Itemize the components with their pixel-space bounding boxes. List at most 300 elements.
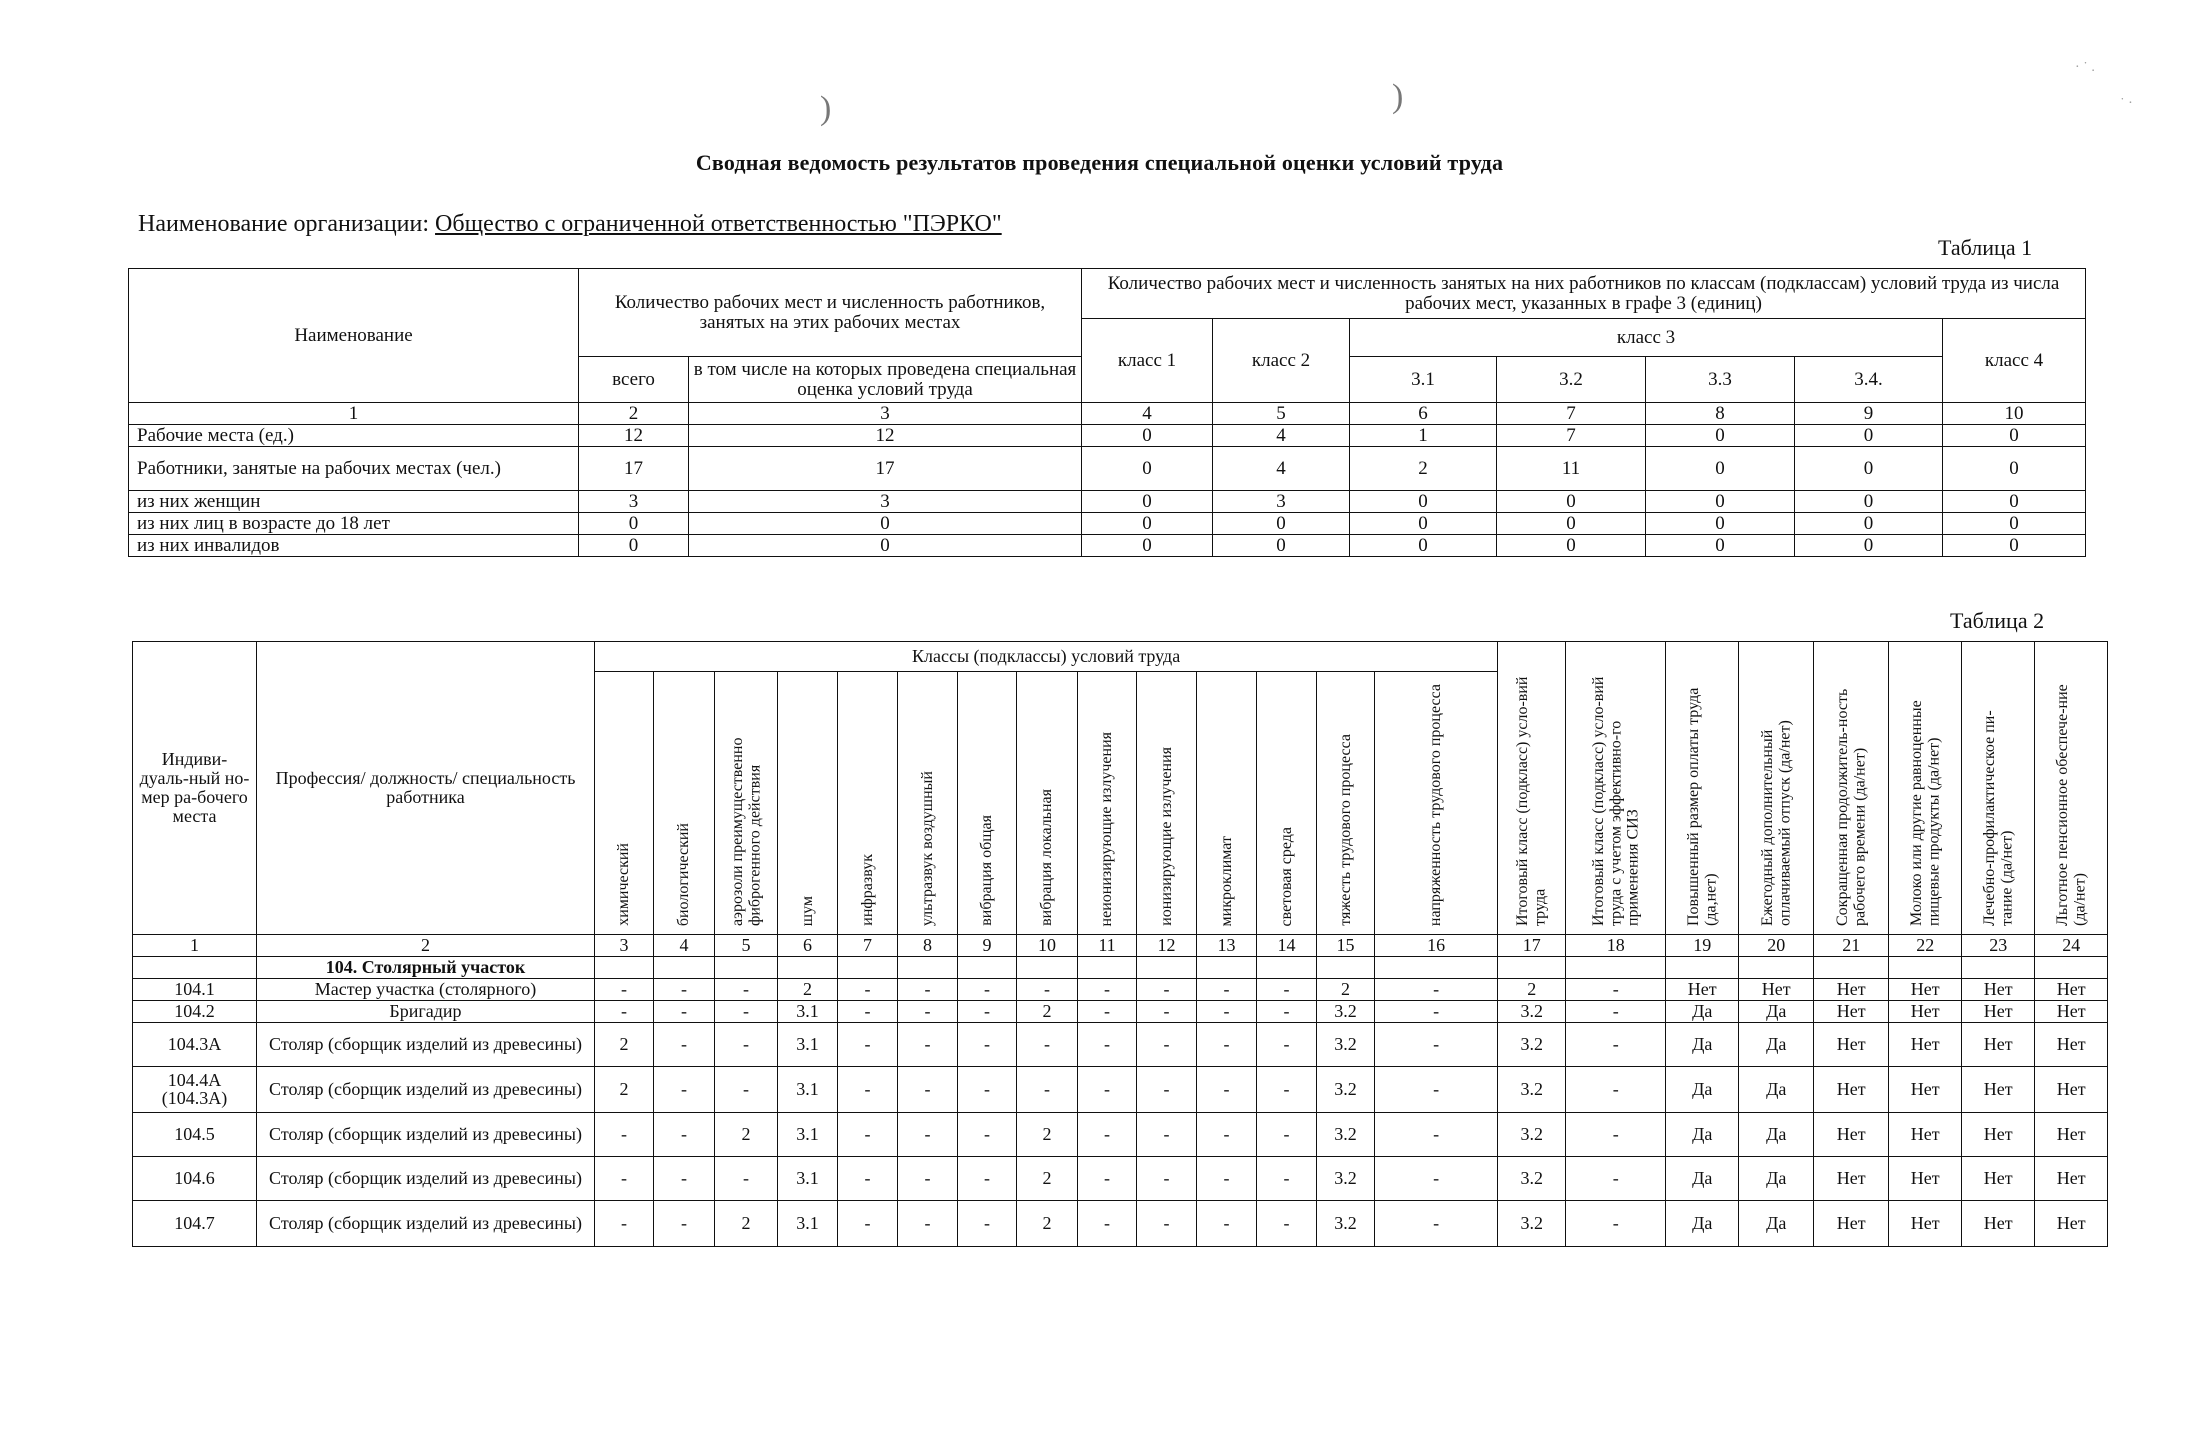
cell-value: Да	[1739, 1000, 1814, 1022]
column-number: 23	[1962, 934, 2035, 956]
cell-value: 0	[1350, 535, 1497, 557]
column-number: 22	[1889, 934, 1962, 956]
cell-value: -	[838, 1112, 898, 1156]
empty-cell	[1197, 956, 1257, 978]
organization-label: Наименование организации:	[138, 211, 430, 237]
section-row	[133, 956, 2108, 978]
empty-cell	[133, 956, 257, 978]
empty-cell	[898, 956, 958, 978]
cell-value: -	[898, 1000, 958, 1022]
cell-value: 3.1	[778, 1156, 838, 1200]
cell-value: Нет	[1889, 1156, 1962, 1200]
empty-cell	[958, 956, 1017, 978]
workplace-id: 104.6	[133, 1156, 257, 1200]
cell-value: Нет	[1889, 1200, 1962, 1246]
header-extra: Ежегодный дополнительный оплачиваемый отпуск (да/нет)	[1739, 642, 1814, 935]
cell-value: 3.2	[1317, 1000, 1375, 1022]
column-number-row	[133, 934, 2108, 956]
cell-value: 2	[715, 1200, 778, 1246]
cell-value: 3.2	[1317, 1022, 1375, 1066]
empty-cell	[1666, 956, 1739, 978]
cell-value: -	[654, 1156, 715, 1200]
cell-value: -	[1137, 1112, 1197, 1156]
cell-value: -	[1257, 1066, 1317, 1112]
column-number: 4	[1082, 403, 1213, 425]
cell-value: -	[654, 978, 715, 1000]
cell-value: -	[898, 1066, 958, 1112]
cell-value: -	[898, 1156, 958, 1200]
cell-value: Да	[1666, 1000, 1739, 1022]
cell-value: 0	[1082, 447, 1213, 491]
cell-value: 0	[1213, 535, 1350, 557]
cell-value: 3.2	[1498, 1022, 1566, 1066]
cell-value: Нет	[1814, 1200, 1889, 1246]
cell-value: -	[838, 1066, 898, 1112]
workplace-id: 104.5	[133, 1112, 257, 1156]
empty-cell	[1962, 956, 2035, 978]
cell-value: 0	[1350, 491, 1497, 513]
row-label: из них женщин	[129, 491, 579, 513]
cell-value: -	[1137, 978, 1197, 1000]
cell-value: -	[1137, 1022, 1197, 1066]
cell-value: -	[1078, 1066, 1137, 1112]
cell-value: -	[898, 1022, 958, 1066]
cell-value: 0	[579, 513, 689, 535]
cell-value: Нет	[1889, 978, 1962, 1000]
cell-value: Да	[1739, 1200, 1814, 1246]
row-label: Рабочие места (ед.)	[129, 425, 579, 447]
column-number: 20	[1739, 934, 1814, 956]
cell-value: Нет	[1962, 1200, 2035, 1246]
column-number: 7	[1497, 403, 1646, 425]
cell-value: -	[1566, 1112, 1666, 1156]
cell-value: 7	[1497, 425, 1646, 447]
cell-value: Нет	[1814, 1066, 1889, 1112]
cell-value: -	[838, 1200, 898, 1246]
cell-value: -	[1137, 1156, 1197, 1200]
cell-value: -	[1257, 1112, 1317, 1156]
header-class2: класс 2	[1213, 319, 1350, 403]
header-factor: ультразвук воздушный	[898, 672, 958, 935]
cell-value: -	[1257, 1022, 1317, 1066]
cell-value: -	[958, 1112, 1017, 1156]
column-number: 7	[838, 934, 898, 956]
cell-value: -	[1197, 1200, 1257, 1246]
cell-value: Нет	[1962, 1112, 2035, 1156]
cell-value: -	[1078, 1112, 1137, 1156]
cell-value: -	[838, 1000, 898, 1022]
cell-value: Да	[1739, 1156, 1814, 1200]
column-number: 18	[1566, 934, 1666, 956]
cell-value: Нет	[1962, 1066, 2035, 1112]
header-extra: Молоко или другие равноценные пищевые продукты (да/нет)	[1889, 642, 1962, 935]
cell-value: -	[595, 1000, 654, 1022]
cell-value: 2	[1017, 1156, 1078, 1200]
cell-value: 1	[1350, 425, 1497, 447]
profession-name: Бригадир	[257, 1000, 595, 1022]
empty-cell	[1889, 956, 1962, 978]
column-number: 3	[689, 403, 1082, 425]
cell-value: -	[1017, 978, 1078, 1000]
column-number: 6	[778, 934, 838, 956]
column-number: 24	[2035, 934, 2108, 956]
cell-value: Да	[1739, 1112, 1814, 1156]
header-profession: Профессия/ должность/ специальность работника	[257, 642, 595, 935]
header-classes-group: Классы (подклассы) условий труда	[595, 642, 1498, 672]
header-factor: химический	[595, 672, 654, 935]
column-number: 8	[898, 934, 958, 956]
cell-value: 4	[1213, 447, 1350, 491]
cell-value: -	[898, 1200, 958, 1246]
summary-table	[128, 268, 2086, 557]
profession-name: Столяр (сборщик изделий из древесины)	[257, 1200, 595, 1246]
scan-mark-right: )	[1392, 78, 1404, 115]
cell-value: -	[1566, 1066, 1666, 1112]
profession-name: Столяр (сборщик изделий из древесины)	[257, 1022, 595, 1066]
cell-value: Нет	[1889, 1112, 1962, 1156]
cell-value: 3.2	[1317, 1200, 1375, 1246]
cell-value: -	[1257, 978, 1317, 1000]
cell-value: 3.2	[1498, 1156, 1566, 1200]
assessment-table	[132, 641, 2108, 1247]
column-number: 16	[1375, 934, 1498, 956]
table-row	[129, 447, 2086, 491]
cell-value: -	[1375, 1200, 1498, 1246]
empty-cell	[1317, 956, 1375, 978]
column-number: 2	[579, 403, 689, 425]
cell-value: 3.2	[1498, 1112, 1566, 1156]
cell-value: 0	[1795, 425, 1943, 447]
cell-value: Нет	[1889, 1022, 1962, 1066]
column-number: 9	[958, 934, 1017, 956]
cell-value: Нет	[1666, 978, 1739, 1000]
table-row	[133, 978, 2108, 1000]
row-label: Работники, занятые на рабочих местах (чел.)	[129, 447, 579, 491]
cell-value: -	[1137, 1066, 1197, 1112]
cell-value: -	[1197, 1000, 1257, 1022]
cell-value: 3.2	[1317, 1112, 1375, 1156]
workplace-id: 104.7	[133, 1200, 257, 1246]
cell-value: -	[958, 1156, 1017, 1200]
header-workplace-id: Индиви-дуаль-ный но-мер ра-бочего места	[133, 642, 257, 935]
cell-value: Нет	[1889, 1000, 1962, 1022]
table2-caption: Таблица 2	[1950, 608, 2045, 633]
cell-value: 12	[689, 425, 1082, 447]
cell-value: -	[958, 1066, 1017, 1112]
column-number: 15	[1317, 934, 1375, 956]
cell-value: 3.2	[1498, 1000, 1566, 1022]
cell-value: Да	[1666, 1156, 1739, 1200]
organization-line	[138, 211, 1002, 238]
header-class3-2: 3.2	[1497, 357, 1646, 403]
cell-value: Нет	[1814, 1022, 1889, 1066]
header-factor: неионизирующие излучения	[1078, 672, 1137, 935]
cell-value: -	[1375, 1000, 1498, 1022]
table-row	[129, 535, 2086, 557]
cell-value: 2	[595, 1022, 654, 1066]
empty-cell	[1566, 956, 1666, 978]
workplace-id: 104.2	[133, 1000, 257, 1022]
cell-value: -	[1078, 1000, 1137, 1022]
cell-value: 11	[1497, 447, 1646, 491]
table-row	[133, 1112, 2108, 1156]
cell-value: -	[654, 1000, 715, 1022]
profession-name: Столяр (сборщик изделий из древесины)	[257, 1112, 595, 1156]
cell-value: 12	[579, 425, 689, 447]
table-row	[129, 425, 2086, 447]
cell-value: 17	[579, 447, 689, 491]
header-classes-group: Количество рабочих мест и численность занятых на них работников по классам (подклассам) условий труда из числа рабочих мест, указанных в графе 3 (единиц)	[1082, 269, 2086, 319]
cell-value: Нет	[1814, 1000, 1889, 1022]
cell-value: -	[1197, 1066, 1257, 1112]
cell-value: 0	[1646, 513, 1795, 535]
header-extra: Лечебно-профилактическое пи-тание (да/нет)	[1962, 642, 2035, 935]
cell-value: 3.1	[778, 1066, 838, 1112]
cell-value: 2	[1017, 1000, 1078, 1022]
cell-value: -	[958, 1200, 1017, 1246]
cell-value: -	[654, 1200, 715, 1246]
cell-value: -	[898, 978, 958, 1000]
cell-value: -	[715, 1022, 778, 1066]
cell-value: 0	[689, 513, 1082, 535]
profession-name: Столяр (сборщик изделий из древесины)	[257, 1156, 595, 1200]
cell-value: -	[595, 1200, 654, 1246]
header-name: Наименование	[129, 269, 579, 403]
cell-value: 0	[1795, 535, 1943, 557]
cell-value: 0	[1795, 491, 1943, 513]
header-class3-4: 3.4.	[1795, 357, 1943, 403]
column-number: 5	[715, 934, 778, 956]
cell-value: -	[1566, 1000, 1666, 1022]
column-number: 14	[1257, 934, 1317, 956]
profession-name: Мастер участка (столярного)	[257, 978, 595, 1000]
header-extra: Сокращенная продолжитель-ность рабочего времени (да/нет)	[1814, 642, 1889, 935]
column-number: 5	[1213, 403, 1350, 425]
cell-value: 3.1	[778, 1200, 838, 1246]
table-row	[129, 513, 2086, 535]
cell-value: -	[1197, 978, 1257, 1000]
cell-value: -	[1257, 1156, 1317, 1200]
header-class1: класс 1	[1082, 319, 1213, 403]
cell-value: Нет	[2035, 1156, 2108, 1200]
cell-value: 0	[1943, 513, 2086, 535]
section-title: 104. Столярный участок	[257, 956, 595, 978]
cell-value: -	[654, 1066, 715, 1112]
column-number: 9	[1795, 403, 1943, 425]
header-factor: аэрозоли преимущественно фиброгенного действия	[715, 672, 778, 935]
cell-value: Нет	[1889, 1066, 1962, 1112]
column-number: 4	[654, 934, 715, 956]
cell-value: 0	[1795, 513, 1943, 535]
cell-value: 2	[778, 978, 838, 1000]
table-row	[133, 1022, 2108, 1066]
header-factor: инфразвук	[838, 672, 898, 935]
cell-value: 2	[1317, 978, 1375, 1000]
column-number: 6	[1350, 403, 1497, 425]
cell-value: 0	[1082, 425, 1213, 447]
cell-value: -	[595, 1156, 654, 1200]
cell-value: -	[1078, 1156, 1137, 1200]
header-class3-1: 3.1	[1350, 357, 1497, 403]
cell-value: Да	[1666, 1066, 1739, 1112]
cell-value: 0	[1497, 513, 1646, 535]
cell-value: 0	[1082, 491, 1213, 513]
column-number: 2	[257, 934, 595, 956]
header-factor: напряженность трудового процесса	[1375, 672, 1498, 935]
cell-value: Нет	[2035, 1200, 2108, 1246]
cell-value: 3.2	[1317, 1156, 1375, 1200]
header-factor: микроклимат	[1197, 672, 1257, 935]
cell-value: Нет	[2035, 1112, 2108, 1156]
header-extra: Льготное пенсионное обеспече-ние (да/нет)	[2035, 642, 2108, 935]
empty-cell	[1498, 956, 1566, 978]
cell-value: -	[1375, 978, 1498, 1000]
cell-value: 0	[579, 535, 689, 557]
cell-value: 3.1	[778, 1000, 838, 1022]
cell-value: 0	[1497, 535, 1646, 557]
organization-name: Общество с ограниченной ответственностью "ПЭРКО"	[435, 211, 1002, 237]
cell-value: Да	[1739, 1022, 1814, 1066]
cell-value: Да	[1739, 1066, 1814, 1112]
column-number: 19	[1666, 934, 1739, 956]
cell-value: -	[595, 978, 654, 1000]
cell-value: 3	[689, 491, 1082, 513]
cell-value: Да	[1666, 1022, 1739, 1066]
header-factor: вибрация локальная	[1017, 672, 1078, 935]
cell-value: -	[838, 1156, 898, 1200]
header-class3: класс 3	[1350, 319, 1943, 357]
header-class3-3: 3.3	[1646, 357, 1795, 403]
empty-cell	[2035, 956, 2108, 978]
header-total: всего	[579, 357, 689, 403]
empty-cell	[595, 956, 654, 978]
cell-value: 3	[1213, 491, 1350, 513]
cell-value: -	[1375, 1112, 1498, 1156]
cell-value: Да	[1666, 1200, 1739, 1246]
cell-value: -	[1017, 1022, 1078, 1066]
column-number: 12	[1137, 934, 1197, 956]
cell-value: -	[1137, 1200, 1197, 1246]
column-number: 13	[1197, 934, 1257, 956]
cell-value: 3.2	[1498, 1200, 1566, 1246]
header-factor: тяжесть трудового процесса	[1317, 672, 1375, 935]
cell-value: 3.2	[1498, 1066, 1566, 1112]
cell-value: 2	[1498, 978, 1566, 1000]
cell-value: 0	[1943, 535, 2086, 557]
cell-value: 3.1	[778, 1022, 838, 1066]
table-row	[133, 1000, 2108, 1022]
scan-speck: ˙ ·	[2120, 96, 2133, 111]
cell-value: 2	[1017, 1112, 1078, 1156]
cell-value: -	[1566, 1022, 1666, 1066]
document-title: Сводная ведомость результатов проведения специальной оценки условий труда	[695, 150, 1504, 175]
column-number: 11	[1078, 934, 1137, 956]
cell-value: -	[1017, 1066, 1078, 1112]
table-row	[129, 491, 2086, 513]
cell-value: -	[1566, 978, 1666, 1000]
empty-cell	[1017, 956, 1078, 978]
empty-cell	[654, 956, 715, 978]
cell-value: 4	[1213, 425, 1350, 447]
column-number: 21	[1814, 934, 1889, 956]
header-class4: класс 4	[1943, 319, 2086, 403]
header-extra: Итоговый класс (подкласс) усло-вий труда с учетом эффективно-го применения СИЗ	[1566, 642, 1666, 935]
row-label: из них инвалидов	[129, 535, 579, 557]
cell-value: Нет	[1962, 1022, 2035, 1066]
cell-value: 0	[1213, 513, 1350, 535]
empty-cell	[1257, 956, 1317, 978]
workplace-id: 104.3А	[133, 1022, 257, 1066]
cell-value: -	[1197, 1112, 1257, 1156]
empty-cell	[715, 956, 778, 978]
cell-value: 2	[1350, 447, 1497, 491]
column-number-row	[129, 403, 2086, 425]
empty-cell	[778, 956, 838, 978]
cell-value: 0	[1646, 491, 1795, 513]
cell-value: 0	[1943, 447, 2086, 491]
cell-value: 3.1	[778, 1112, 838, 1156]
cell-value: 0	[1943, 491, 2086, 513]
cell-value: -	[595, 1112, 654, 1156]
table-row	[133, 1066, 2108, 1112]
cell-value: 0	[1497, 491, 1646, 513]
header-factor: вибрация общая	[958, 672, 1017, 935]
empty-cell	[1137, 956, 1197, 978]
empty-cell	[1078, 956, 1137, 978]
scan-mark-left: )	[820, 90, 832, 127]
cell-value: 0	[1795, 447, 1943, 491]
header-workplaces-group: Количество рабочих мест и численность работников, занятых на этих рабочих местах	[579, 269, 1082, 357]
cell-value: 2	[715, 1112, 778, 1156]
cell-value: 0	[1350, 513, 1497, 535]
cell-value: Нет	[2035, 1000, 2108, 1022]
cell-value: -	[958, 1000, 1017, 1022]
workplace-id: 104.1	[133, 978, 257, 1000]
cell-value: Нет	[1739, 978, 1814, 1000]
cell-value: -	[1375, 1156, 1498, 1200]
cell-value: Нет	[2035, 1022, 2108, 1066]
cell-value: -	[1078, 978, 1137, 1000]
cell-value: -	[654, 1112, 715, 1156]
cell-value: Нет	[2035, 978, 2108, 1000]
table-row	[133, 1156, 2108, 1200]
cell-value: -	[1375, 1022, 1498, 1066]
column-number: 1	[129, 403, 579, 425]
cell-value: 3.2	[1317, 1066, 1375, 1112]
header-factor: биологический	[654, 672, 715, 935]
column-number: 10	[1017, 934, 1078, 956]
empty-cell	[838, 956, 898, 978]
cell-value: -	[838, 1022, 898, 1066]
table-row	[133, 1200, 2108, 1246]
cell-value: 17	[689, 447, 1082, 491]
cell-value: -	[715, 1066, 778, 1112]
cell-value: 2	[1017, 1200, 1078, 1246]
cell-value: Нет	[1962, 1156, 2035, 1200]
cell-value: Нет	[2035, 1066, 2108, 1112]
cell-value: 0	[689, 535, 1082, 557]
cell-value: -	[1078, 1200, 1137, 1246]
cell-value: Нет	[1962, 1000, 2035, 1022]
cell-value: 0	[1082, 513, 1213, 535]
cell-value: -	[1078, 1022, 1137, 1066]
cell-value: -	[1257, 1000, 1317, 1022]
cell-value: -	[654, 1022, 715, 1066]
cell-value: -	[1137, 1000, 1197, 1022]
header-extra: Итоговый класс (подкласс) усло-вий труда	[1498, 642, 1566, 935]
cell-value: -	[715, 1156, 778, 1200]
cell-value: -	[838, 978, 898, 1000]
